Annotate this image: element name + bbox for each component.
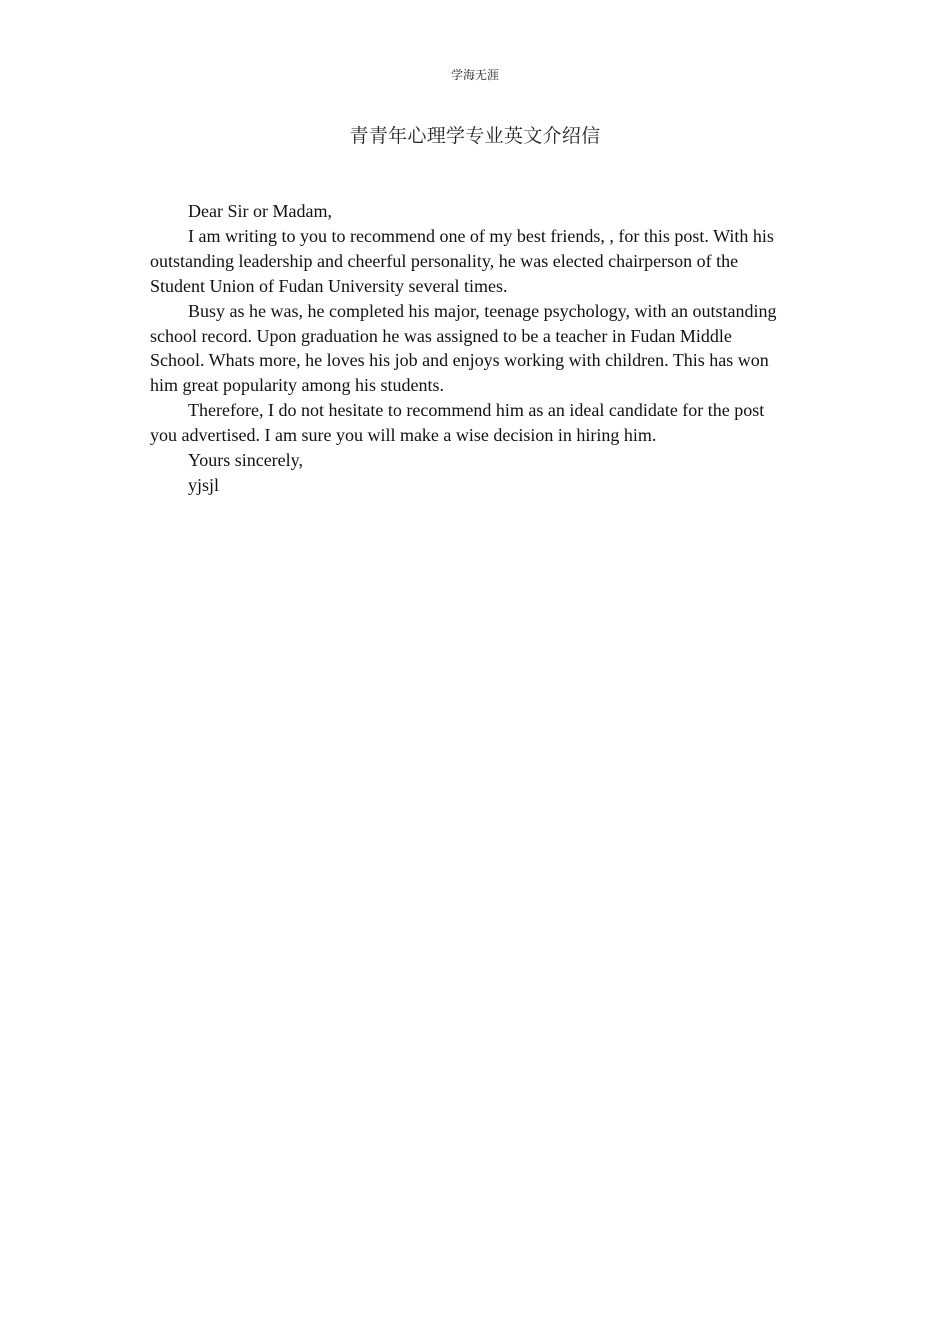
page-header: 学海无涯: [450, 68, 499, 82]
paragraph-background: Busy as he was, he completed his major, teenage psychology, with an outstanding school record. Upon graduation he was assigned to be a teacher in Fudan Middle School. Whats more, he loves his job and enjoys working with children. This has won him great popularity among his students.: [150, 300, 777, 396]
paragraph-conclusion: Therefore, I do not hesitate to recommend him as an ideal candidate for the post you advertised. I am sure you will make a wise decision in hiring him.: [150, 400, 765, 446]
closing: Yours sincerely,: [188, 450, 303, 471]
salutation: Dear Sir or Madam,: [188, 201, 332, 221]
document-title: 青青年心理学专业英文介绍信: [349, 126, 601, 147]
paragraph-recommendation: I am writing to you to recommend one of my best friends, , for this post. With his outstanding leadership and cheerful personality, he was elected chairperson of the Student Union of Fudan University several times.: [150, 225, 774, 296]
signature: yjsjl: [188, 474, 220, 495]
letter-body: [150, 199, 790, 498]
